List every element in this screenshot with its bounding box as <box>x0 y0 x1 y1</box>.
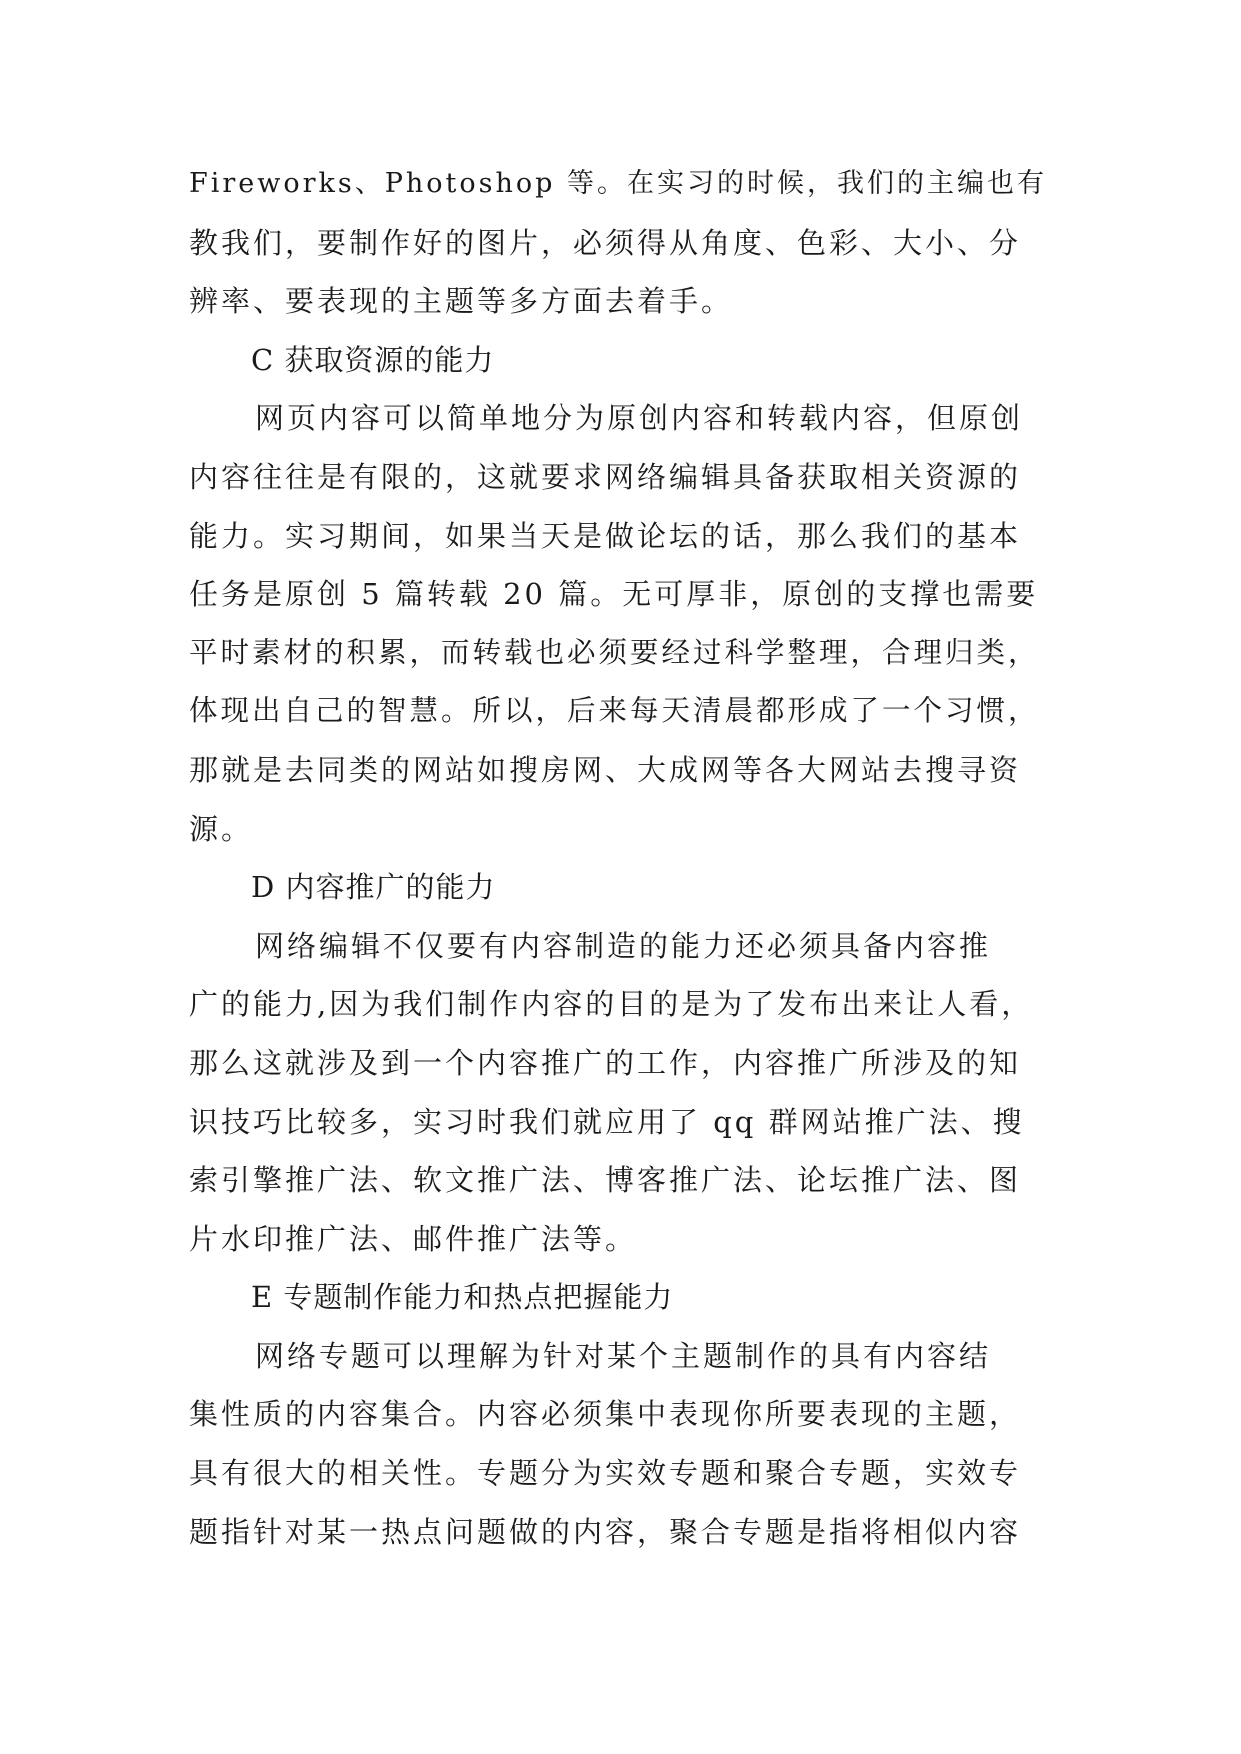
text-line: 题指针对某一热点问题做的内容，聚合专题是指将相似内容 <box>189 1514 1022 1549</box>
document-page <box>189 155 1051 1561</box>
section-heading-d: D 内容推广的能力 <box>251 870 496 905</box>
section-heading-c: C 获取资源的能力 <box>251 342 495 377</box>
paragraph-first-line: 网页内容可以简单地分为原创内容和转载内容，但原创 <box>255 401 1024 436</box>
text-line: 辨率、要表现的主题等多方面去着手。 <box>189 284 734 319</box>
text-line: 那么这就涉及到一个内容推广的工作，内容推广所涉及的知 <box>189 1045 1022 1080</box>
text-line: 索引擎推广法、软文推广法、博客推广法、论坛推广法、图 <box>189 1163 1022 1198</box>
text-line: Fireworks、Photoshop 等。在实习的时候，我们的主编也有 <box>189 168 1048 199</box>
section-heading-e: E 专题制作能力和热点把握能力 <box>251 1280 674 1315</box>
text-line: 集性质的内容集合。内容必须集中表现你所要表现的主题， <box>189 1397 1022 1432</box>
paragraph-first-line: 网络专题可以理解为针对某个主题制作的具有内容结 <box>255 1338 992 1373</box>
text-line: 内容往往是有限的，这就要求网络编辑具备获取相关资源的 <box>189 459 1022 494</box>
text-line: 识技巧比较多，实习时我们就应用了 qq 群网站推广法、搜 <box>189 1104 1025 1139</box>
text-line: 具有很大的相关性。专题分为实效专题和聚合专题，实效专 <box>189 1456 1022 1491</box>
text-line: 能力。实习期间，如果当天是做论坛的话，那么我们的基本 <box>189 518 1022 553</box>
text-line: 体现出自己的智慧。所以，后来每天清晨都形成了一个习惯， <box>189 694 1040 728</box>
text-line: 片水印推广法、邮件推广法等。 <box>189 1221 638 1256</box>
paragraph-first-line: 网络编辑不仅要有内容制造的能力还必须具备内容推 <box>255 928 992 963</box>
text-line: 那就是去同类的网站如搜房网、大成网等各大网站去搜寻资 <box>189 752 1022 787</box>
text-line: 任务是原创 5 篇转载 20 篇。无可厚非，原创的支撑也需要 <box>189 577 1039 612</box>
text-line: 教我们，要制作好的图片，必须得从角度、色彩、大小、分 <box>189 225 1022 260</box>
text-line: 源。 <box>189 811 254 846</box>
text-line: 平时素材的积累，而转载也必须要经过科学整理，合理归类， <box>189 635 1040 669</box>
text-line: 广的能力,因为我们制作内容的目的是为了发布出来让人看， <box>189 987 1034 1022</box>
